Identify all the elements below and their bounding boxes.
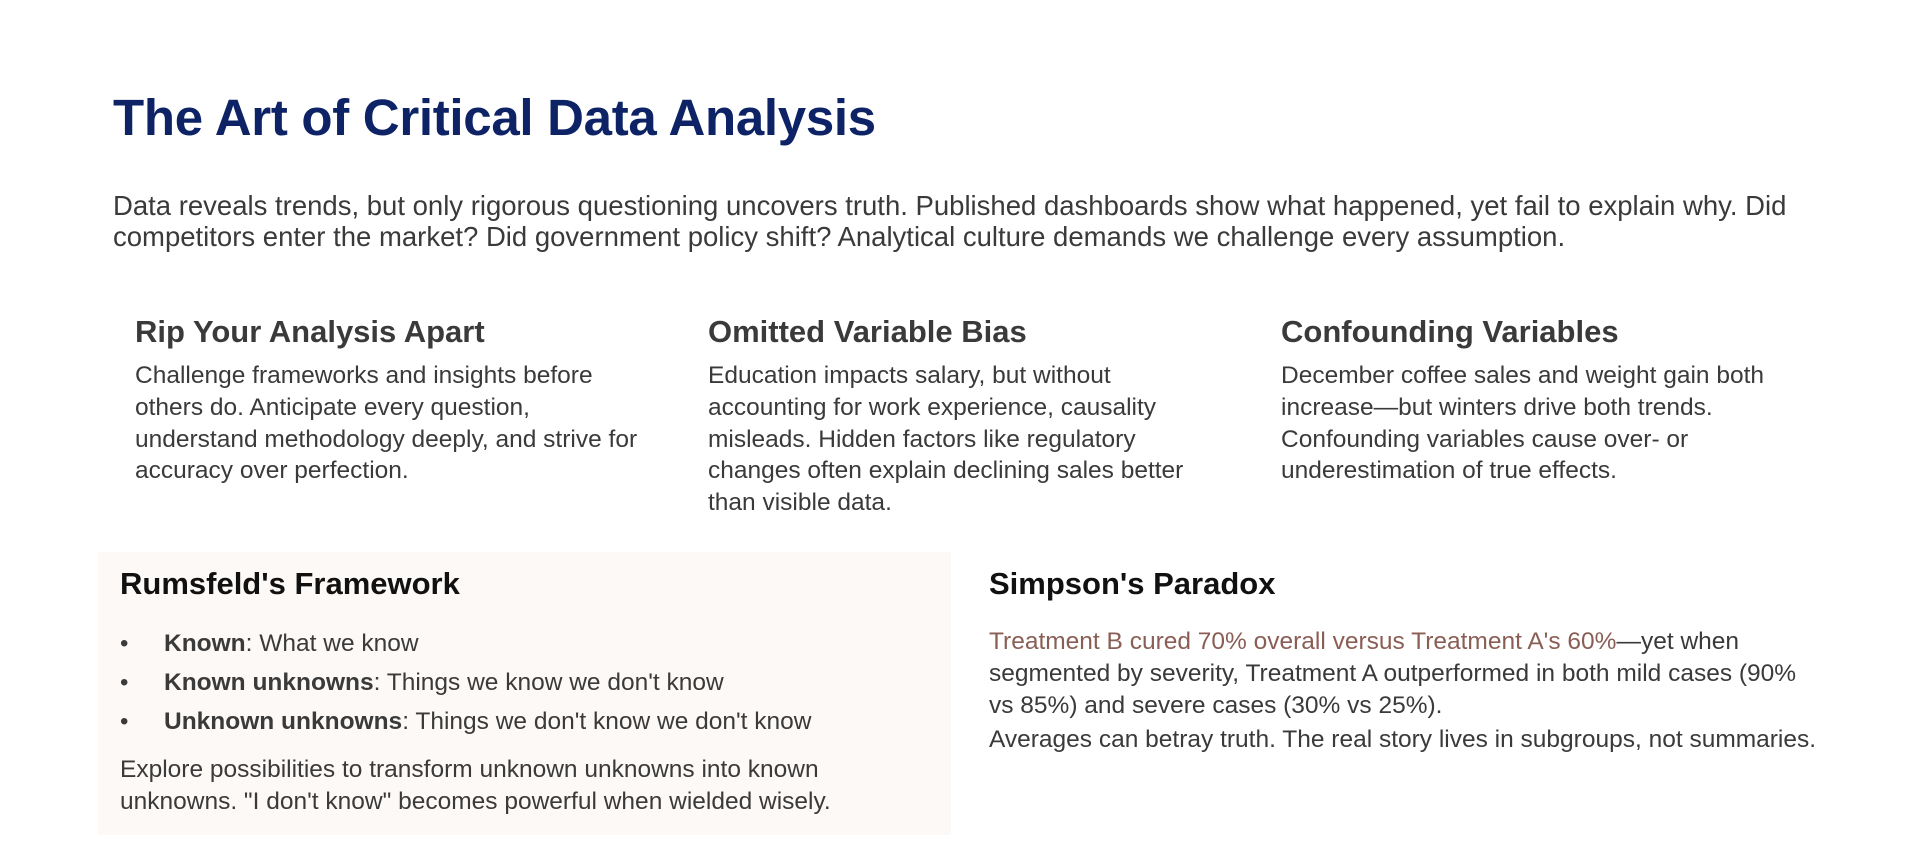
list-item-term: Unknown unknowns bbox=[164, 708, 403, 735]
intro-paragraph: Data reveals trends, but only rigorous questioning uncovers truth. Published dashboards show what happened, yet fail to explain why. Did competitors enter the market? Did government policy shift? Analytical culture demands we challenge every assumption. bbox=[113, 190, 1787, 252]
column-heading: Rip Your Analysis Apart bbox=[135, 314, 485, 349]
list-item-desc: : What we know bbox=[245, 630, 419, 657]
simpson-continuation: —yet when segmented by severity, Treatment A outperformed in both mild cases (90% vs 85%) and severe cases (30% vs 25%). bbox=[989, 628, 1797, 719]
column-body: December coffee sales and weight gain both increase—but winters drive both trends. Confounding variables cause over- or underestimation of true effects. bbox=[1281, 362, 1765, 485]
simpson-conclusion: Averages can betray truth. The real story lives in subgroups, not summaries. bbox=[989, 726, 1817, 753]
highlighted-statistic: Treatment B cured 70% overall versus Treatment A's 60% bbox=[989, 628, 1617, 655]
column-heading: Confounding Variables bbox=[1281, 314, 1619, 349]
list-item bbox=[120, 702, 812, 741]
bullet-icon: • bbox=[120, 630, 129, 657]
bullet-icon: • bbox=[120, 669, 129, 696]
rumsfeld-note: Explore possibilities to transform unknown unknowns into known unknowns. "I don't know" becomes powerful when wielded wisely. bbox=[120, 756, 831, 815]
list-item-desc: : Things we don't know we don't know bbox=[402, 708, 812, 735]
list-item-term: Known bbox=[164, 630, 246, 657]
list-item bbox=[120, 624, 812, 663]
column-heading: Omitted Variable Bias bbox=[708, 314, 1027, 349]
column-rip-analysis bbox=[135, 310, 655, 487]
column-body: Challenge frameworks and insights before others do. Anticipate every question, understand methodology deeply, and strive for accuracy over perfection. bbox=[135, 362, 638, 485]
column-confounding-variables bbox=[1281, 310, 1801, 487]
column-body: Education impacts salary, but without accounting for work experience, causality misleads. Hidden factors like regulatory changes often explain declining sales better than visible data. bbox=[708, 362, 1184, 517]
panel-title: Simpson's Paradox bbox=[989, 566, 1276, 601]
list-item-desc: : Things we know we don't know bbox=[373, 669, 724, 696]
panel-title: Rumsfeld's Framework bbox=[120, 566, 460, 601]
list-item-term: Known unknowns bbox=[164, 669, 374, 696]
bullet-icon: • bbox=[120, 708, 129, 735]
list-item bbox=[120, 663, 812, 702]
column-omitted-variable-bias bbox=[708, 310, 1228, 519]
rumsfeld-framework-panel bbox=[98, 552, 951, 835]
page-title: The Art of Critical Data Analysis bbox=[113, 89, 876, 146]
bullet-list bbox=[120, 624, 812, 741]
simpson-example-paragraph bbox=[989, 626, 1809, 722]
